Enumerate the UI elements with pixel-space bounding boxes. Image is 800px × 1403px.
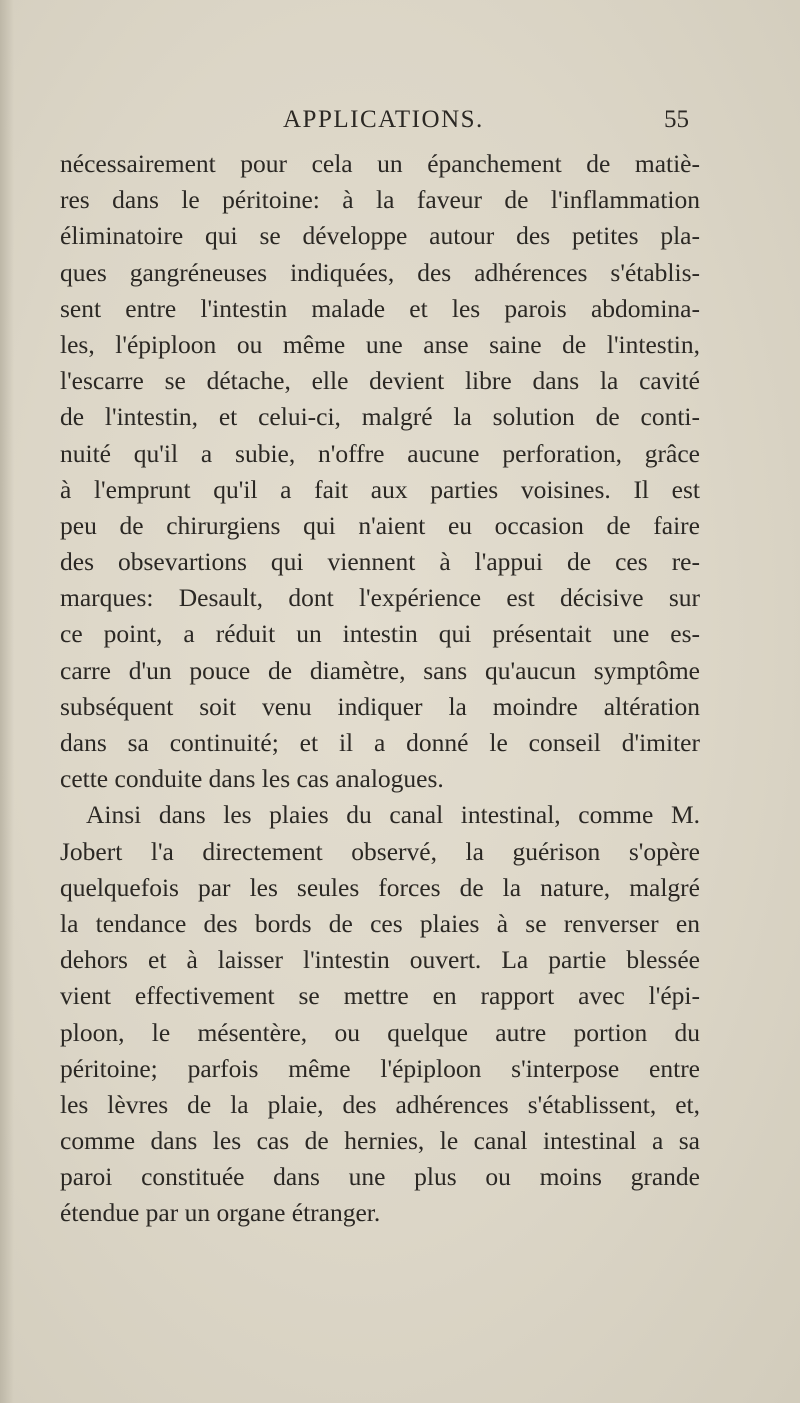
text-line: de l'intestin, et celui-ci, malgré la solution de conti- xyxy=(60,402,700,432)
body-text xyxy=(60,146,700,1232)
text-line: ploon, le mésentère, ou quelque autre portion du xyxy=(60,1017,700,1047)
text-line: les, l'épiploon ou même une anse saine de l'intestin, xyxy=(60,329,700,359)
text-line: nuité qu'il a subie, n'offre aucune perforation, grâce xyxy=(60,438,700,468)
text-line: étendue par un organe étranger. xyxy=(60,1198,381,1228)
text-line: carre d'un pouce de diamètre, sans qu'aucun symptôme xyxy=(60,655,700,685)
running-head-title: APPLICATIONS. xyxy=(283,106,484,133)
text-line: éliminatoire qui se développe autour des petites pla- xyxy=(60,221,700,251)
text-line: subséquent soit venu indiquer la moindre altération xyxy=(60,691,700,721)
text-line: l'escarre se détache, elle devient libre dans la cavité xyxy=(60,366,700,396)
text-line: cette conduite dans les cas analogues. xyxy=(60,764,444,794)
text-line: Ainsi dans les plaies du canal intestinal, comme M. xyxy=(86,800,700,830)
text-line: paroi constituée dans une plus ou moins grande xyxy=(60,1162,700,1192)
text-line: Jobert l'a directement observé, la guérison s'opère xyxy=(60,836,700,866)
text-line: des obsevartions qui viennent à l'appui de ces re- xyxy=(60,547,700,577)
text-line: nécessairement pour cela un épanchement de matiè- xyxy=(60,149,700,178)
text-line: ce point, a réduit un intestin qui présentait une es- xyxy=(60,619,700,649)
running-head xyxy=(0,104,800,138)
text-line: dans sa continuité; et il a donné le conseil d'imiter xyxy=(60,728,700,757)
text-line: ques gangréneuses indiquées, des adhérences s'établis- xyxy=(60,257,700,287)
text-line: marques: Desault, dont l'expérience est décisive sur xyxy=(60,583,700,613)
page-number: 55 xyxy=(664,106,689,133)
text-line: dehors et à laisser l'intestin ouvert. La partie blessée xyxy=(60,945,700,975)
page-gutter-shadow xyxy=(0,0,14,1403)
text-line: quelquefois par les seules forces de la nature, malgré xyxy=(60,872,700,902)
text-line: peu de chirurgiens qui n'aient eu occasion de faire xyxy=(60,510,700,540)
text-line: vient effectivement se mettre en rapport avec l'épi- xyxy=(60,981,700,1011)
text-line: péritoine; parfois même l'épiploon s'interpose entre xyxy=(60,1053,700,1083)
text-line: comme dans les cas de hernies, le canal intestinal a sa xyxy=(60,1126,700,1156)
text-line: sent entre l'intestin malade et les parois abdomina- xyxy=(60,293,700,323)
text-line: à l'emprunt qu'il a fait aux parties voisines. Il est xyxy=(60,474,700,504)
text-line: les lèvres de la plaie, des adhérences s'établissent, et, xyxy=(60,1089,700,1119)
text-line: res dans le péritoine: à la faveur de l'inflammation xyxy=(60,185,700,215)
text-line: la tendance des bords de ces plaies à se renverser en xyxy=(60,908,700,938)
